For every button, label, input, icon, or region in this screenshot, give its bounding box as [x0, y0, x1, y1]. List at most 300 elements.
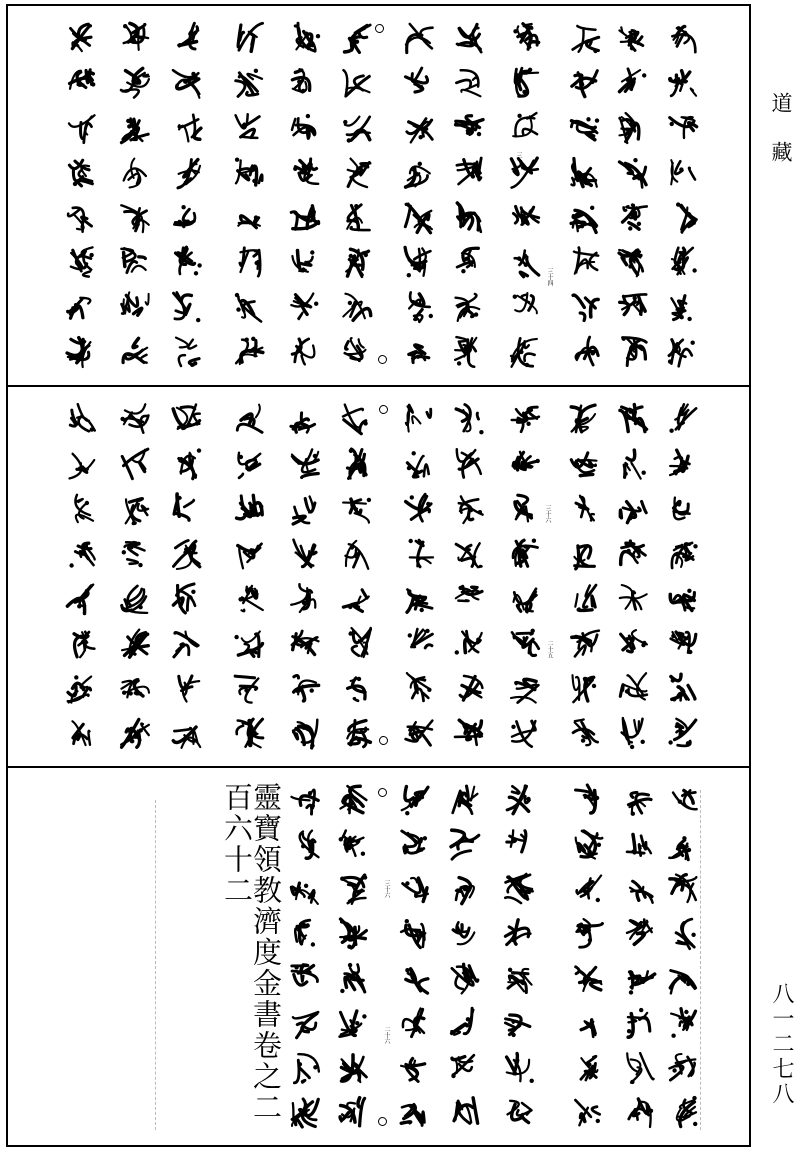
talisman-glyph: [502, 871, 536, 907]
talisman-glyph: [118, 289, 152, 325]
talisman-glyph: [340, 289, 374, 325]
glyph-column: [288, 6, 322, 385]
talisman-glyph: [616, 625, 650, 661]
talisman-glyph: [452, 110, 486, 146]
talisman-glyph: [64, 491, 98, 527]
talisman-glyph: [666, 446, 700, 482]
talisman-glyph: [340, 581, 374, 617]
talisman-glyph: [666, 155, 700, 191]
talisman-glyph: [616, 446, 650, 482]
talisman-glyph: [402, 715, 436, 751]
glyph-column: [508, 6, 542, 385]
talisman-glyph: [340, 401, 374, 437]
talisman-glyph: [616, 65, 650, 101]
talisman-glyph: [288, 782, 322, 818]
folio-mark: 三十六: [544, 505, 551, 523]
folio-mark: 三十六: [515, 152, 522, 170]
talisman-glyph: [170, 200, 204, 236]
talisman-glyph: [508, 536, 542, 572]
talisman-glyph: [64, 446, 98, 482]
talisman-glyph: [402, 200, 436, 236]
talisman-glyph: [402, 491, 436, 527]
talisman-glyph: [452, 155, 486, 191]
talisman-glyph: [64, 536, 98, 572]
talisman-glyph: [616, 155, 650, 191]
glyph-column: [170, 6, 204, 385]
talisman-glyph: [118, 110, 152, 146]
glyph-column: [452, 387, 486, 766]
talisman-glyph: [624, 1005, 658, 1041]
talisman-glyph: [288, 244, 322, 280]
faint-guide-line: [700, 790, 702, 1130]
talisman-glyph: [568, 446, 602, 482]
talisman-glyph: [288, 871, 322, 907]
talisman-glyph: [568, 491, 602, 527]
talisman-glyph: [232, 200, 266, 236]
talisman-glyph: [616, 401, 650, 437]
talisman-glyph: [452, 625, 486, 661]
glyph-column: [170, 387, 204, 766]
talisman-glyph: [232, 536, 266, 572]
talisman-glyph: [288, 65, 322, 101]
talisman-glyph: [170, 715, 204, 751]
talisman-glyph: [232, 289, 266, 325]
talisman-glyph: [448, 916, 482, 952]
talisman-glyph: [502, 1050, 536, 1086]
talisman-glyph: [232, 244, 266, 280]
glyph-column: [402, 6, 436, 385]
talisman-glyph: [288, 110, 322, 146]
talisman-glyph: [624, 1094, 658, 1130]
talisman-glyph: [336, 782, 370, 818]
talisman-glyph: [448, 961, 482, 997]
talisman-glyph: [170, 20, 204, 56]
talisman-glyph: [616, 200, 650, 236]
talisman-glyph: [572, 1094, 606, 1130]
talisman-glyph: [402, 670, 436, 706]
circle-mark: [378, 355, 387, 364]
talisman-glyph: [666, 536, 700, 572]
talisman-glyph: [568, 289, 602, 325]
talisman-glyph: [118, 20, 152, 56]
talisman-glyph: [232, 334, 266, 370]
talisman-glyph: [452, 65, 486, 101]
talisman-glyph: [118, 536, 152, 572]
talisman-glyph: [398, 782, 432, 818]
talisman-glyph: [118, 244, 152, 280]
talisman-glyph: [64, 715, 98, 751]
talisman-glyph: [170, 155, 204, 191]
talisman-glyph: [170, 289, 204, 325]
talisman-glyph: [402, 334, 436, 370]
talisman-glyph: [336, 1094, 370, 1130]
talisman-glyph: [452, 446, 486, 482]
circle-mark: [379, 405, 388, 414]
talisman-glyph: [288, 536, 322, 572]
talisman-glyph: [448, 827, 482, 863]
talisman-panel-top: [8, 6, 749, 385]
talisman-glyph: [288, 1050, 322, 1086]
talisman-glyph: [508, 200, 542, 236]
talisman-glyph: [666, 244, 700, 280]
talisman-glyph: [170, 446, 204, 482]
talisman-glyph: [340, 625, 374, 661]
talisman-glyph: [288, 20, 322, 56]
talisman-glyph: [232, 20, 266, 56]
talisman-glyph: [452, 715, 486, 751]
talisman-glyph: [624, 871, 658, 907]
talisman-glyph: [508, 581, 542, 617]
glyph-column: [64, 387, 98, 766]
talisman-glyph: [402, 581, 436, 617]
talisman-glyph: [64, 334, 98, 370]
talisman-glyph: [502, 1094, 536, 1130]
talisman-glyph: [666, 20, 700, 56]
glyph-column: [666, 6, 700, 385]
talisman-glyph: [568, 670, 602, 706]
talisman-glyph: [340, 155, 374, 191]
talisman-glyph: [616, 536, 650, 572]
talisman-glyph: [288, 625, 322, 661]
talisman-glyph: [448, 871, 482, 907]
talisman-glyph: [502, 916, 536, 952]
talisman-glyph: [64, 110, 98, 146]
talisman-glyph: [402, 289, 436, 325]
talisman-glyph: [118, 200, 152, 236]
talisman-glyph: [118, 65, 152, 101]
talisman-glyph: [402, 65, 436, 101]
talisman-glyph: [288, 289, 322, 325]
talisman-glyph: [624, 961, 658, 997]
talisman-glyph: [568, 581, 602, 617]
talisman-glyph: [616, 715, 650, 751]
talisman-glyph: [568, 65, 602, 101]
talisman-glyph: [232, 401, 266, 437]
talisman-glyph: [232, 625, 266, 661]
talisman-glyph: [572, 1005, 606, 1041]
talisman-glyph: [64, 244, 98, 280]
talisman-glyph: [340, 536, 374, 572]
glyph-column: [572, 768, 606, 1145]
talisman-glyph: [232, 155, 266, 191]
talisman-glyph: [616, 110, 650, 146]
talisman-glyph: [666, 289, 700, 325]
talisman-glyph: [502, 1005, 536, 1041]
talisman-glyph: [616, 244, 650, 280]
circle-mark: [378, 1117, 387, 1126]
talisman-glyph: [616, 20, 650, 56]
talisman-glyph: [568, 625, 602, 661]
talisman-glyph: [402, 110, 436, 146]
talisman-glyph: [508, 625, 542, 661]
talisman-panel-middle: [8, 387, 749, 766]
talisman-glyph: [448, 1050, 482, 1086]
talisman-glyph: [452, 670, 486, 706]
talisman-glyph: [568, 244, 602, 280]
talisman-glyph: [398, 1005, 432, 1041]
talisman-glyph: [170, 65, 204, 101]
talisman-glyph: [340, 491, 374, 527]
talisman-glyph: [666, 961, 700, 997]
talisman-glyph: [64, 625, 98, 661]
talisman-glyph: [568, 536, 602, 572]
talisman-glyph: [340, 244, 374, 280]
talisman-glyph: [568, 200, 602, 236]
talisman-glyph: [508, 334, 542, 370]
talisman-glyph: [118, 625, 152, 661]
talisman-glyph: [170, 244, 204, 280]
glyph-column: [232, 6, 266, 385]
talisman-glyph: [616, 670, 650, 706]
glyph-column: [502, 768, 536, 1145]
talisman-glyph: [288, 491, 322, 527]
talisman-glyph: [288, 715, 322, 751]
talisman-glyph: [340, 715, 374, 751]
glyph-column: [616, 6, 650, 385]
closing-title: 靈寶領教濟度金書卷之二百六十二: [220, 782, 283, 1123]
talisman-glyph: [398, 1050, 432, 1086]
talisman-glyph: [288, 200, 322, 236]
talisman-glyph: [64, 670, 98, 706]
talisman-glyph: [64, 581, 98, 617]
talisman-glyph: [340, 334, 374, 370]
talisman-glyph: [288, 827, 322, 863]
glyph-column: [568, 387, 602, 766]
talisman-glyph: [64, 289, 98, 325]
talisman-panel-bottom: [8, 768, 749, 1145]
talisman-glyph: [508, 401, 542, 437]
talisman-glyph: [666, 827, 700, 863]
folio-mark: 二十六: [383, 1026, 390, 1044]
talisman-glyph: [452, 289, 486, 325]
talisman-glyph: [568, 334, 602, 370]
talisman-glyph: [118, 155, 152, 191]
circle-mark: [379, 736, 388, 745]
talisman-glyph: [336, 1050, 370, 1086]
glyph-column: [336, 768, 370, 1145]
talisman-glyph: [340, 20, 374, 56]
talisman-glyph: [64, 200, 98, 236]
talisman-glyph: [340, 65, 374, 101]
talisman-glyph: [340, 670, 374, 706]
glyph-column: [568, 6, 602, 385]
talisman-glyph: [340, 200, 374, 236]
talisman-glyph: [232, 670, 266, 706]
talisman-glyph: [118, 334, 152, 370]
talisman-glyph: [336, 1005, 370, 1041]
talisman-glyph: [624, 782, 658, 818]
talisman-glyph: [502, 782, 536, 818]
talisman-glyph: [232, 446, 266, 482]
talisman-glyph: [402, 244, 436, 280]
talisman-glyph: [402, 536, 436, 572]
talisman-glyph: [402, 155, 436, 191]
talisman-glyph: [402, 401, 436, 437]
talisman-glyph: [398, 916, 432, 952]
glyph-column: [118, 6, 152, 385]
talisman-glyph: [170, 536, 204, 572]
talisman-glyph: [508, 289, 542, 325]
glyph-column: [624, 768, 658, 1145]
talisman-glyph: [170, 401, 204, 437]
talisman-glyph: [118, 491, 152, 527]
talisman-glyph: [398, 827, 432, 863]
talisman-glyph: [666, 715, 700, 751]
talisman-glyph: [508, 20, 542, 56]
talisman-glyph: [624, 1050, 658, 1086]
talisman-glyph: [666, 491, 700, 527]
talisman-glyph: [666, 200, 700, 236]
talisman-glyph: [288, 916, 322, 952]
talisman-glyph: [336, 916, 370, 952]
faint-guide-line: [155, 800, 157, 1130]
talisman-glyph: [118, 401, 152, 437]
talisman-glyph: [64, 401, 98, 437]
glyph-column: [288, 387, 322, 766]
talisman-glyph: [170, 625, 204, 661]
talisman-glyph: [508, 65, 542, 101]
talisman-glyph: [288, 155, 322, 191]
talisman-glyph: [666, 871, 700, 907]
talisman-glyph: [666, 334, 700, 370]
glyph-column: [402, 387, 436, 766]
talisman-glyph: [572, 827, 606, 863]
talisman-glyph: [666, 581, 700, 617]
glyph-column: [452, 6, 486, 385]
talisman-glyph: [452, 244, 486, 280]
talisman-glyph: [666, 1005, 700, 1041]
talisman-glyph: [452, 536, 486, 572]
talisman-glyph: [402, 625, 436, 661]
talisman-glyph: [572, 782, 606, 818]
talisman-glyph: [288, 670, 322, 706]
talisman-glyph: [448, 782, 482, 818]
talisman-glyph: [666, 401, 700, 437]
talisman-glyph: [666, 110, 700, 146]
talisman-glyph: [288, 401, 322, 437]
talisman-glyph: [508, 446, 542, 482]
talisman-glyph: [666, 65, 700, 101]
talisman-glyph: [452, 581, 486, 617]
talisman-glyph: [170, 110, 204, 146]
talisman-glyph: [64, 155, 98, 191]
talisman-glyph: [568, 401, 602, 437]
glyph-column: [666, 768, 700, 1145]
talisman-glyph: [502, 827, 536, 863]
glyph-column: [64, 6, 98, 385]
talisman-glyph: [288, 961, 322, 997]
circle-mark: [378, 788, 387, 797]
talisman-glyph: [402, 20, 436, 56]
collection-name: 道藏: [769, 92, 793, 190]
talisman-glyph: [232, 110, 266, 146]
folio-mark: 三十四: [546, 268, 553, 286]
glyph-column: [448, 768, 482, 1145]
talisman-glyph: [448, 1094, 482, 1130]
glyph-column: [398, 768, 432, 1145]
talisman-glyph: [616, 581, 650, 617]
talisman-glyph: [288, 581, 322, 617]
talisman-glyph: [568, 20, 602, 56]
talisman-glyph: [336, 871, 370, 907]
talisman-glyph: [616, 334, 650, 370]
talisman-glyph: [666, 782, 700, 818]
talisman-glyph: [118, 670, 152, 706]
talisman-glyph: [232, 65, 266, 101]
talisman-glyph: [232, 715, 266, 751]
talisman-glyph: [398, 871, 432, 907]
talisman-glyph: [452, 401, 486, 437]
talisman-glyph: [624, 916, 658, 952]
talisman-glyph: [666, 1094, 700, 1130]
talisman-glyph: [402, 446, 436, 482]
talisman-glyph: [666, 916, 700, 952]
talisman-glyph: [616, 289, 650, 325]
talisman-glyph: [288, 334, 322, 370]
talisman-glyph: [118, 446, 152, 482]
talisman-glyph: [64, 20, 98, 56]
glyph-column: [666, 387, 700, 766]
talisman-glyph: [340, 446, 374, 482]
glyph-column: [340, 6, 374, 385]
talisman-glyph: [624, 827, 658, 863]
talisman-glyph: [452, 20, 486, 56]
talisman-glyph: [508, 670, 542, 706]
talisman-glyph: [616, 491, 650, 527]
glyph-column: [508, 387, 542, 766]
talisman-glyph: [666, 670, 700, 706]
talisman-glyph: [170, 581, 204, 617]
talisman-glyph: [508, 715, 542, 751]
talisman-glyph: [398, 961, 432, 997]
talisman-glyph: [118, 715, 152, 751]
talisman-glyph: [572, 916, 606, 952]
talisman-glyph: [288, 1005, 322, 1041]
circle-mark: [375, 24, 384, 33]
talisman-glyph: [508, 491, 542, 527]
talisman-glyph: [170, 491, 204, 527]
talisman-glyph: [502, 961, 536, 997]
talisman-glyph: [568, 715, 602, 751]
glyph-column: [118, 387, 152, 766]
talisman-glyph: [64, 65, 98, 101]
talisman-glyph: [232, 491, 266, 527]
talisman-glyph: [170, 334, 204, 370]
talisman-glyph: [572, 1050, 606, 1086]
talisman-glyph: [336, 961, 370, 997]
talisman-glyph: [118, 581, 152, 617]
page-number: 八一二七八: [769, 982, 794, 1107]
folio-mark: 三十六: [383, 880, 390, 898]
talisman-glyph: [568, 155, 602, 191]
talisman-glyph: [288, 1094, 322, 1130]
talisman-glyph: [508, 244, 542, 280]
talisman-glyph: [448, 1005, 482, 1041]
talisman-glyph: [568, 110, 602, 146]
talisman-glyph: [452, 200, 486, 236]
glyph-column: [616, 387, 650, 766]
talisman-glyph: [666, 1050, 700, 1086]
talisman-glyph: [398, 1094, 432, 1130]
talisman-glyph: [232, 581, 266, 617]
folio-mark: 二十五: [546, 640, 553, 658]
glyph-column: [340, 387, 374, 766]
glyph-column: [288, 768, 322, 1145]
talisman-glyph: [288, 446, 322, 482]
talisman-glyph: [508, 110, 542, 146]
talisman-glyph: [572, 961, 606, 997]
talisman-glyph: [340, 110, 374, 146]
